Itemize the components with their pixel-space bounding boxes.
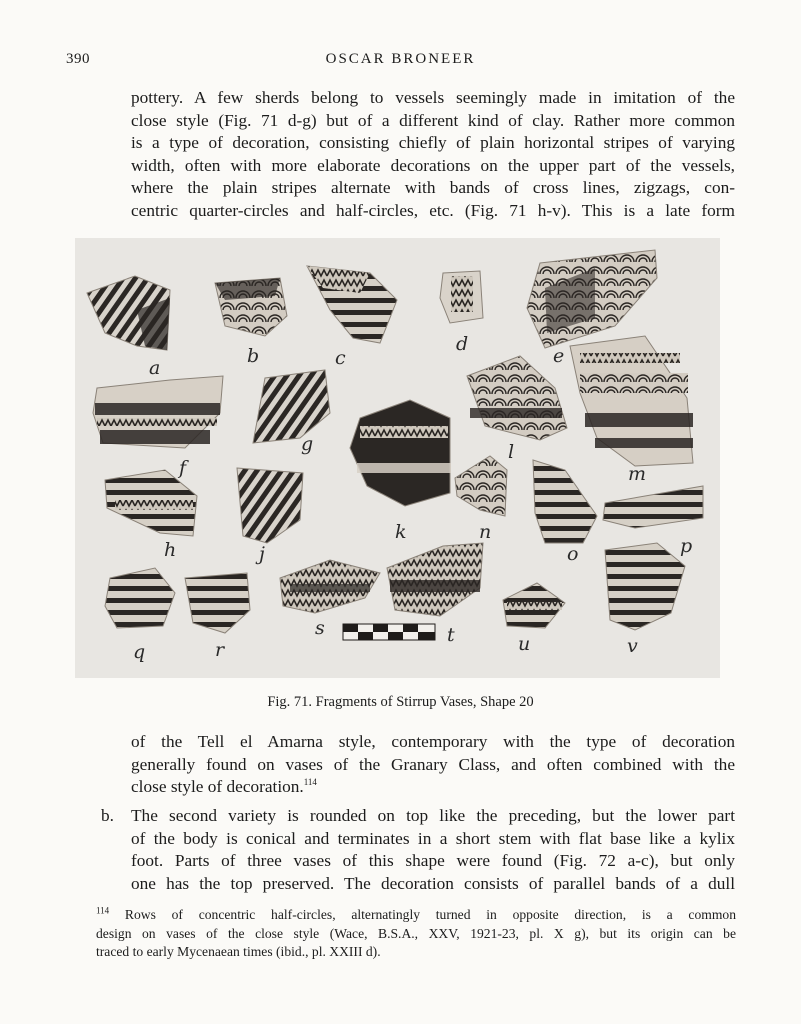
figure-label: e xyxy=(553,345,565,367)
scale-bar xyxy=(343,624,435,640)
paragraph-2 xyxy=(131,731,735,799)
figure-label: a xyxy=(149,357,161,379)
text-line: close style (Fig. 71 d-g) but of a different kind of clay. Rather more common xyxy=(131,110,735,130)
figure-label: p xyxy=(680,535,693,557)
figure-label: t xyxy=(447,624,455,646)
footnote-number: 114 xyxy=(96,905,110,916)
figure-71-photograph xyxy=(75,238,720,678)
text-line: where the plain stripes alternate with bands of cross lines, zigzags, con- xyxy=(131,178,735,198)
figure-label: f xyxy=(179,457,187,479)
text-line: of the body is conical and terminates in a short stem with flat base like a kylix xyxy=(131,828,735,848)
figure-label: j xyxy=(259,543,265,565)
text-line: traced to early Mycenaean times (ibid., pl. XXIII d). xyxy=(96,944,381,959)
running-head: OSCAR BRONEER xyxy=(325,51,476,67)
figure-label: d xyxy=(456,333,469,355)
footnote-reference[interactable]: 114 xyxy=(303,777,317,788)
text-line-content: Rows of concentric half-circles, alternatingly turned in opposite direction, is a common xyxy=(124,907,736,922)
footnote-114 xyxy=(96,906,736,962)
text-line xyxy=(96,906,736,925)
text-line: of the Tell el Amarna style, contemporary with the type of decoration xyxy=(131,732,735,751)
figure-label: c xyxy=(335,347,346,369)
figure-label: r xyxy=(215,639,225,661)
figure-label: u xyxy=(518,633,531,655)
text-line: generally found on vases of the Granary Class, and often combined with the xyxy=(131,754,735,774)
figure-label: v xyxy=(627,635,638,657)
text-line xyxy=(131,776,735,799)
sherd-d xyxy=(440,271,483,323)
figure-caption: Fig. 71. Fragments of Stirrup Vases, Shape 20 xyxy=(267,694,534,710)
figure-label: k xyxy=(395,521,407,543)
figure-label: n xyxy=(479,521,492,543)
text-line: foot. Parts of three vases of this shape were found (Fig. 72 a-c), but only xyxy=(131,851,735,871)
text-line: one has the top preserved. The decoration consists of parallel bands of a dull xyxy=(131,873,735,893)
figure-label: q xyxy=(133,641,146,663)
page-number: 390 xyxy=(66,51,90,67)
text-line: pottery. A few sherds belong to vessels seemingly made in imitation of the xyxy=(131,88,735,107)
text-line: design on vases of the close style (Wace, B.S.A., XXV, 1921-23, pl. X g), but its origin can be xyxy=(96,925,736,941)
figure-label: b xyxy=(247,345,260,367)
figure-label: g xyxy=(301,433,314,455)
paragraph-1 xyxy=(131,87,735,223)
text-line: centric quarter-circles and half-circles, etc. (Fig. 71 h-v). This is a late form xyxy=(131,200,735,220)
text-line: The second variety is rounded on top like the preceding, but the lower part xyxy=(131,806,735,825)
text-line-content: close style of decoration. xyxy=(131,777,304,797)
figure-label: l xyxy=(508,441,515,463)
figure-label: o xyxy=(567,543,579,565)
figure-label: h xyxy=(164,539,177,561)
text-line: is a type of decoration, consisting chiefly of plain horizontal stripes of varying xyxy=(131,133,735,153)
paragraph-item-b xyxy=(131,805,735,895)
sherd-f xyxy=(93,376,223,448)
figure-label: s xyxy=(315,617,325,639)
text-line: width, often with more elaborate decorations on the upper part of the vessels, xyxy=(131,155,735,175)
list-item-marker: b. xyxy=(101,806,114,825)
figure-label: m xyxy=(628,463,647,485)
